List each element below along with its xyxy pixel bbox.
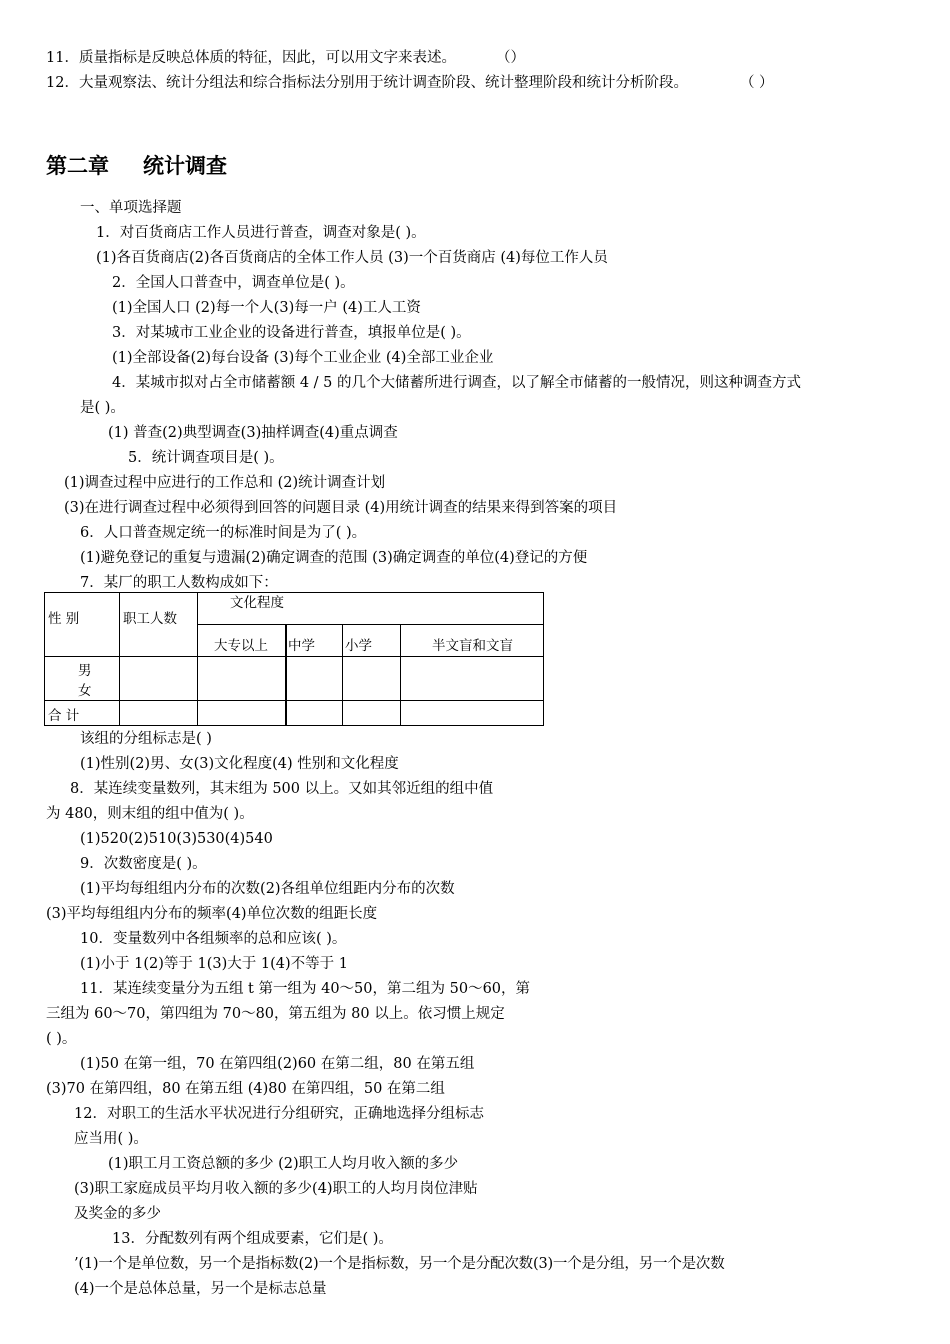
question-5-options-2: (3)在进行调查过程中必须得到回答的问题目录 (4)用统计调查的结果来得到答案的项目 <box>64 500 618 516</box>
question-13: 13．分配数列有两个组成要素，它们是( )。 <box>112 1231 393 1247</box>
row-male: 男 <box>78 663 92 679</box>
question-1-options: (1)各百货商店(2)各百货商店的全体工作人员 (3)一个百货商店 (4)每位工作人员 <box>96 250 608 266</box>
question-2-options: (1)全国人口 (2)每一个人(3)每一户 (4)工人工资 <box>112 300 421 316</box>
question-10-options: (1)小于 1(2)等于 1(3)大于 1(4)不等于 1 <box>80 956 348 972</box>
question-8-line-2: 为 480，则末组的组中值为( )。 <box>46 806 254 822</box>
question-12-line-1: 12．对职工的生活水平状况进行分组研究，正确地选择分组标志 <box>74 1106 484 1122</box>
row-total: 合 计 <box>48 708 80 724</box>
question-11-line-3: ( )。 <box>46 1031 77 1047</box>
question-11-options-1: (1)50 在第一组，70 在第四组(2)60 在第二组，80 在第五组 <box>80 1056 475 1072</box>
answer-blank: （） <box>495 50 525 66</box>
question-5: 5．统计调查项目是( )。 <box>128 450 284 466</box>
question-11-line <box>46 48 525 68</box>
chapter-title: 统计调查 <box>143 154 227 178</box>
worker-composition-table <box>44 592 544 726</box>
header-worker-count: 职工人数 <box>123 611 177 627</box>
question-13-options-2: (4)一个是总体总量，另一个是标志总量 <box>74 1281 327 1297</box>
question-3: 3．对某城市工业企业的设备进行普查，填报单位是( )。 <box>112 325 471 341</box>
question-12-options-1: (1)职工月工资总额的多少 (2)职工人均月收入额的多少 <box>108 1156 459 1172</box>
question-text: 11．质量指标是反映总体质的特征，因此，可以用文字来表述。 <box>46 50 456 66</box>
header-middle-school: 中学 <box>288 638 315 654</box>
header-gender: 性 别 <box>48 611 80 627</box>
question-3-options: (1)全部设备(2)每台设备 (3)每个工业企业 (4)全部工业企业 <box>112 350 494 366</box>
question-text: 12．大量观察法、统计分组法和综合指标法分别用于统计调查阶段、统计整理阶段和统计分析阶段。 <box>46 75 688 91</box>
chapter-number: 第二章 <box>46 154 109 178</box>
question-11-line-1: 11．某连续变量分为五组 t 第一组为 40～50，第二组为 50～60，第 <box>80 981 531 997</box>
header-primary-school: 小学 <box>345 638 372 654</box>
question-4-options: (1) 普查(2)典型调查(3)抽样调查(4)重点调查 <box>108 425 398 441</box>
question-7-prompt: 该组的分组标志是( ) <box>80 731 212 747</box>
question-7: 7．某厂的职工人数构成如下： <box>80 575 278 591</box>
question-12-line-2: 应当用( )。 <box>74 1131 148 1147</box>
header-college: 大专以上 <box>214 638 268 654</box>
question-9: 9．次数密度是( )。 <box>80 856 207 872</box>
question-6-options: (1)避免登记的重复与遗漏(2)确定调查的范围 (3)确定调查的单位(4)登记的方便 <box>80 550 588 566</box>
question-12-options-2: (3)职工家庭成员平均月收入额的多少(4)职工的人均月岗位津贴 <box>74 1181 478 1197</box>
question-11-options-2: (3)70 在第四组，80 在第五组 (4)80 在第四组，50 在第二组 <box>46 1081 445 1097</box>
question-11-line-2: 三组为 60～70，第四组为 70～80，第五组为 80 以上。依习惯上规定 <box>46 1006 505 1022</box>
question-4-line-1: 4．某城市拟对占全市储蓄额 4 / 5 的几个大储蓄所进行调查，以了解全市储蓄的一般情况，则这种调查方式 <box>112 375 801 391</box>
section-title: 一、单项选择题 <box>80 200 182 216</box>
question-4-line-2: 是( )。 <box>80 400 125 416</box>
chapter-heading <box>46 152 227 180</box>
header-illiterate: 半文盲和文盲 <box>432 638 513 654</box>
question-9-options-1: (1)平均每组组内分布的次数(2)各组单位组距内分布的次数 <box>80 881 455 897</box>
question-1: 1．对百货商店工作人员进行普查，调查对象是( )。 <box>96 225 426 241</box>
question-10: 10．变量数列中各组频率的总和应该( )。 <box>80 931 347 947</box>
answer-blank: （ ） <box>739 75 774 91</box>
question-9-options-2: (3)平均每组组内分布的频率(4)单位次数的组距长度 <box>46 906 378 922</box>
question-12-line <box>46 73 774 93</box>
question-13-options-1: ’(1)一个是单位数，另一个是指标数(2)一个是指标数，另一个是分配次数(3)一个是分组，另一个是次数 <box>74 1256 725 1272</box>
question-8-line-1: 8．某连续变量数列，其末组为 500 以上。又如其邻近组的组中值 <box>70 781 494 797</box>
header-education: 文化程度 <box>230 595 284 611</box>
question-7-options: (1)性别(2)男、女(3)文化程度(4) 性别和文化程度 <box>80 756 399 772</box>
question-6: 6．人口普查规定统一的标准时间是为了( )。 <box>80 525 367 541</box>
question-8-options: (1)520(2)510(3)530(4)540 <box>80 831 273 847</box>
row-female: 女 <box>78 683 92 699</box>
question-12-options-3: 及奖金的多少 <box>74 1206 161 1222</box>
question-5-options-1: (1)调查过程中应进行的工作总和 (2)统计调查计划 <box>64 475 386 491</box>
question-2: 2．全国人口普查中，调查单位是( )。 <box>112 275 355 291</box>
